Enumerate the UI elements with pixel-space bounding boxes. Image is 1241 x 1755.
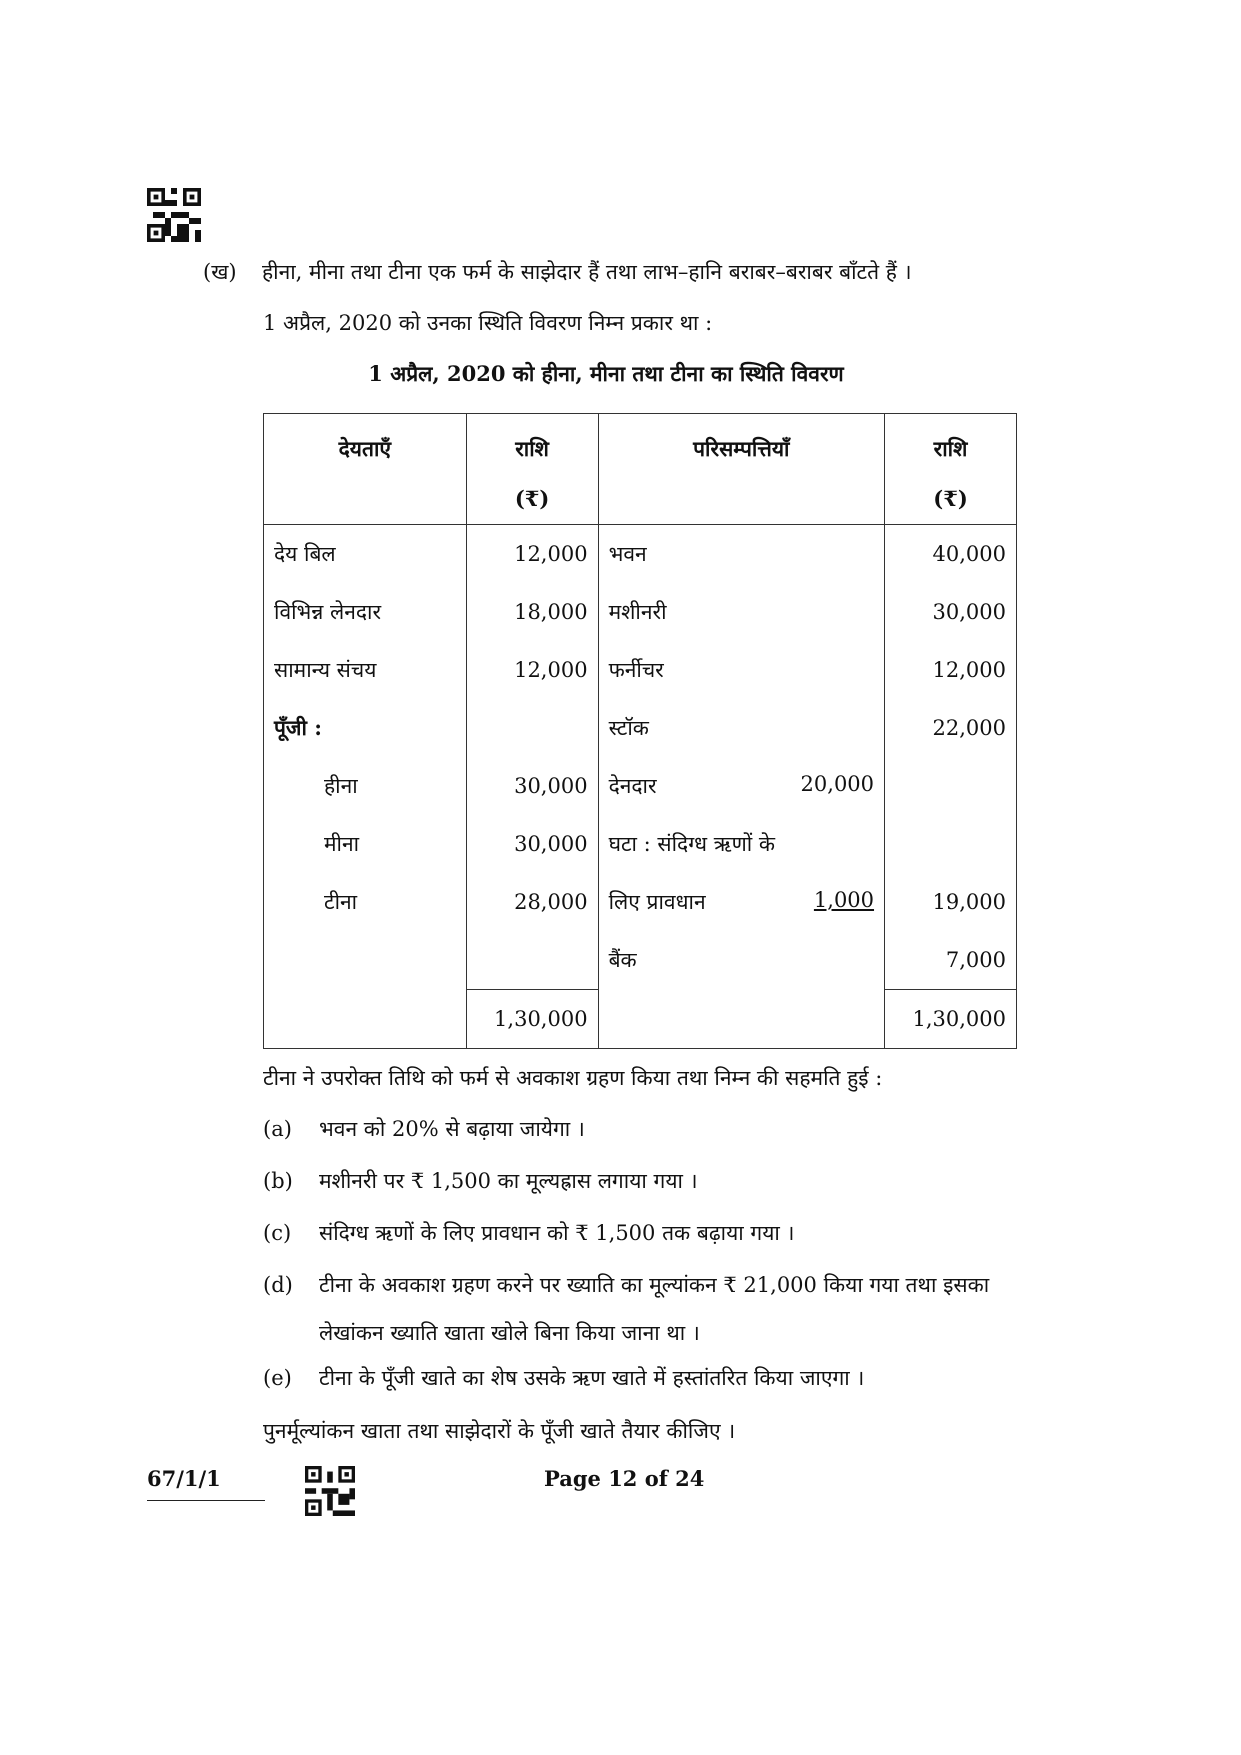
agreement-intro: टीना ने उपरोक्त तिथि को फर्म से अवकाश ग्रहण किया तथा निम्न की सहमति हुई : (263, 1066, 883, 1090)
liability-amount (466, 699, 598, 757)
asset-cell (598, 873, 884, 931)
balance-sheet-table (263, 413, 1017, 1049)
asset-amount: 19,000 (885, 873, 1017, 931)
qr-code-footer (305, 1465, 355, 1517)
asset-name: देनदार (608, 774, 657, 798)
item-text: टीना के पूँजी खाते का शेष उसके ऋण खाते में हस्तांतरित किया जाएगा । (319, 1366, 865, 1390)
table-row (264, 757, 1017, 815)
asset-cell (598, 525, 884, 584)
asset-amount: 40,000 (885, 525, 1017, 584)
liability-name (264, 931, 467, 990)
asset-sub-amount: 1,000 (813, 888, 875, 912)
agreement-item (263, 1219, 794, 1247)
footer-code: 67/1/1 (147, 1466, 221, 1491)
table-header-row (264, 414, 1017, 525)
question-label: (ख) (203, 260, 237, 284)
table-row (264, 583, 1017, 641)
asset-amount (885, 815, 1017, 873)
agreement-item (263, 1167, 698, 1195)
header-assets: परिसम्पत्तियाँ (598, 414, 884, 525)
agreement-item (263, 1115, 585, 1143)
total-right: 1,30,000 (885, 990, 1017, 1049)
asset-name: बैंक (608, 948, 637, 973)
asset-amount: 22,000 (885, 699, 1017, 757)
asset-name: भवन (608, 542, 647, 566)
asset-cell (598, 931, 884, 990)
asset-name: लिए प्रावधान (608, 890, 706, 914)
item-text: भवन को 20% से बढ़ाया जायेगा । (319, 1117, 585, 1141)
liability-amount: 30,000 (466, 815, 598, 873)
agreement-item (263, 1364, 864, 1392)
asset-sub-amount: 20,000 (800, 772, 875, 796)
asset-amount (885, 757, 1017, 815)
header-amount-right: राशि (₹) (885, 414, 1017, 525)
instruction: पुनर्मूल्यांकन खाता तथा साझेदारों के पूँजी खाते तैयार कीजिए । (263, 1419, 736, 1443)
table-title: 1 अप्रैल, 2020 को हीना, मीना तथा टीना का स्थिति विवरण (368, 361, 844, 386)
qr-code-top (147, 188, 201, 242)
liability-amount: 30,000 (466, 757, 598, 815)
table-row (264, 873, 1017, 931)
asset-name: फर्नीचर (608, 658, 664, 682)
table-row (264, 641, 1017, 699)
item-label: (a) (263, 1117, 292, 1141)
liability-amount (466, 931, 598, 990)
agreement-item (263, 1271, 989, 1347)
liability-name: विभिन्न लेनदार (264, 583, 467, 641)
item-text: संदिग्ध ऋणों के लिए प्रावधान को ₹ 1,500 तक बढ़ाया गया । (319, 1221, 795, 1245)
asset-amount: 12,000 (885, 641, 1017, 699)
table-row (264, 931, 1017, 990)
asset-cell (598, 641, 884, 699)
footer-code-underline (147, 1500, 265, 1501)
liability-name: सामान्य संचय (264, 641, 467, 699)
asset-cell (598, 699, 884, 757)
liability-name: देय बिल (264, 525, 467, 584)
liability-name: टीना (264, 873, 467, 931)
asset-cell (598, 815, 884, 873)
asset-amount: 7,000 (885, 931, 1017, 990)
asset-name: स्टॉक (608, 716, 649, 740)
liability-name: मीना (264, 815, 467, 873)
liability-amount: 18,000 (466, 583, 598, 641)
item-label: (c) (263, 1221, 292, 1245)
asset-amount: 30,000 (885, 583, 1017, 641)
item-label: (e) (263, 1366, 292, 1390)
liability-amount: 28,000 (466, 873, 598, 931)
header-liabilities: देयताएँ (264, 414, 467, 525)
item-text: मशीनरी पर ₹ 1,500 का मूल्यह्रास लगाया गया । (319, 1169, 698, 1193)
table-row (264, 699, 1017, 757)
item-text-continued: लेखांकन ख्याति खाता खोले बिना किया जाना था । (319, 1321, 700, 1345)
question-line2: 1 अप्रैल, 2020 को उनका स्थिति विवरण निम्न प्रकार था : (263, 311, 713, 335)
item-label: (b) (263, 1169, 293, 1193)
table-total-row (264, 990, 1017, 1049)
asset-name: मशीनरी (608, 600, 667, 624)
page-number: Page 12 of 24 (544, 1466, 705, 1491)
item-label: (d) (263, 1273, 293, 1297)
table-row (264, 525, 1017, 584)
header-amount-left: राशि (₹) (466, 414, 598, 525)
asset-cell (598, 583, 884, 641)
liability-amount: 12,000 (466, 525, 598, 584)
total-left: 1,30,000 (466, 990, 598, 1049)
asset-cell (598, 757, 884, 815)
liability-amount: 12,000 (466, 641, 598, 699)
question-intro: हीना, मीना तथा टीना एक फर्म के साझेदार हैं तथा लाभ–हानि बराबर–बराबर बाँटते हैं । (262, 260, 912, 284)
liability-name: पूँजी : (264, 699, 467, 757)
table-row (264, 815, 1017, 873)
asset-name: घटा : संदिग्ध ऋणों के (608, 832, 776, 856)
item-text: टीना के अवकाश ग्रहण करने पर ख्याति का मूल्यांकन ₹ 21,000 किया गया तथा इसका (319, 1273, 990, 1297)
liability-name: हीना (264, 757, 467, 815)
